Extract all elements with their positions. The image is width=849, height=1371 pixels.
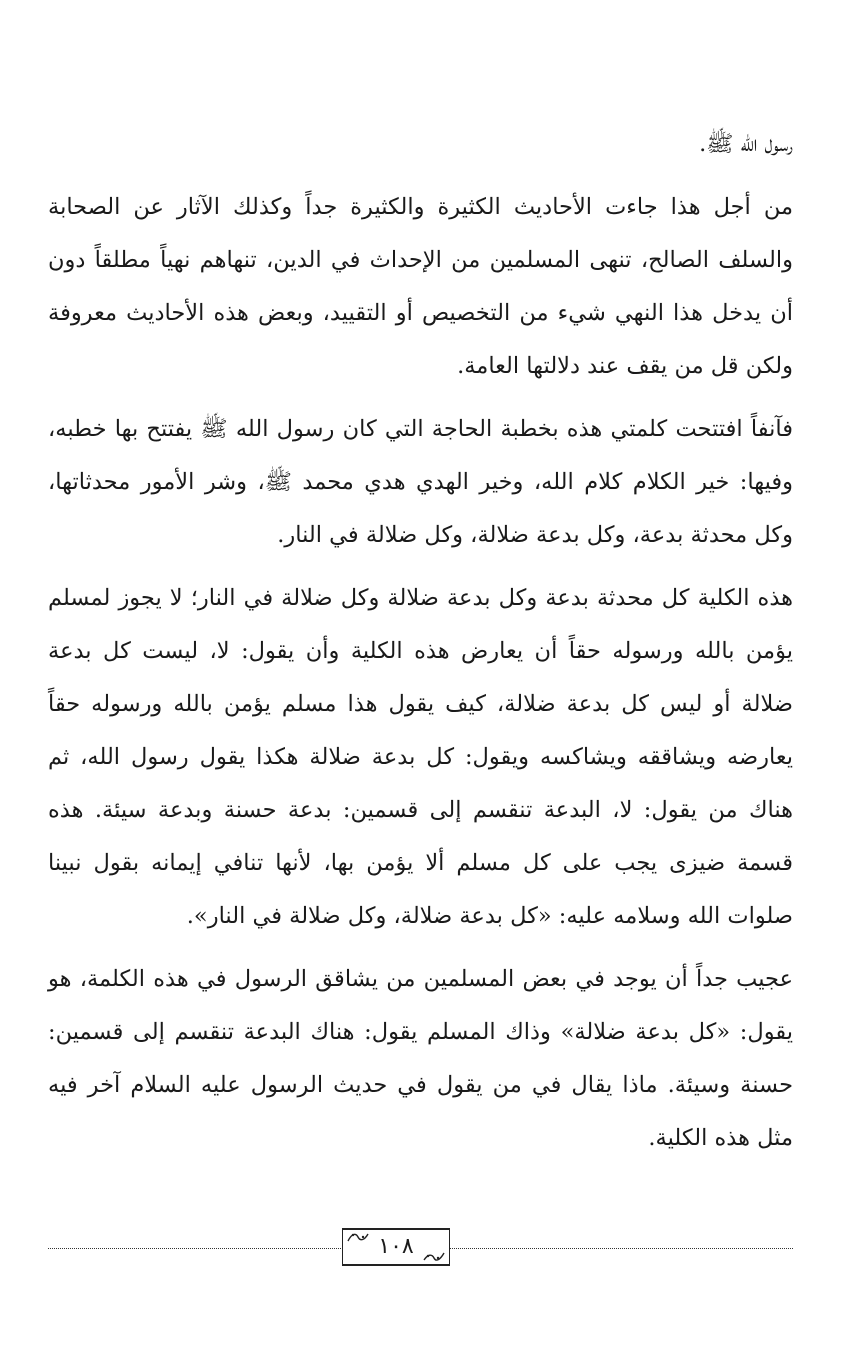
body-text xyxy=(48,118,793,1165)
ornament-icon xyxy=(423,1251,445,1263)
paragraph-2: من أجل هذا جاءت الأحاديث الكثيرة والكثيرة جداً وكذلك الآثار عن الصحابة والسلف الصالح، تنهى المسلمين من الإحداث في الدين، تنهاهم نهياً مطلقاً دون أن يدخل هذا النهي شيء من التخصيص أو التقييد، وبعض هذه الأحاديث معروفة ولكن قل من يقف عند دلالتها العامة. xyxy=(48,194,793,379)
page-number-frame xyxy=(342,1228,450,1266)
paragraph-4: هذه الكلية كل محدثة بدعة وكل بدعة ضلالة وكل ضلالة في النار؛ لا يجوز لمسلم يؤمن بالله ورسوله حقاً أن يعارض هذه الكلية وأن يقول: لا، ليست كل بدعة ضلالة أو ليس كل بدعة ضلالة، كيف يقول هذا مسلم يؤمن بالله ورسوله حقاً يعارضه ويشاققه ويشاكسه ويقول: كل بدعة ضلالة هكذا يقول رسول الله، ثم هناك من يقول: لا، البدعة تنقسم إلى قسمين: بدعة حسنة وبدعة سيئة. هذه قسمة ضيزى يجب على كل مسلم ألا يؤمن بها، لأنها تنافي إيمانه بقول نبينا صلوات الله وسلامه عليه: «كل بدعة ضلالة، وكل ضلالة في النار». xyxy=(48,585,793,929)
paragraph-5: عجيب جداً أن يوجد في بعض المسلمين من يشاقق الرسول في هذه الكلمة، هو يقول: «كل بدعة ضلالة» وذاك المسلم يقول: هناك البدعة تنقسم إلى قسمين: حسنة وسيئة. ماذا يقال في من يقول في حديث الرسول عليه السلام آخر فيه مثل هذه الكلية. xyxy=(48,966,793,1151)
page-footer xyxy=(48,1222,793,1272)
paragraph-3: فآنفاً افتتحت كلمتي هذه بخطبة الحاجة التي كان رسول الله ﷺ يفتتح بها خطبه، وفيها: خير الكلام كلام الله، وخير الهدي هدي محمد ﷺ، وشر الأمور محدثاتها، وكل محدثة بدعة، وكل بدعة ضلالة، وكل ضلالة في النار. xyxy=(48,416,793,548)
page-number: ١٠٨ xyxy=(378,1234,414,1259)
paragraph-1: رسول الله ﷺ. xyxy=(699,131,793,157)
